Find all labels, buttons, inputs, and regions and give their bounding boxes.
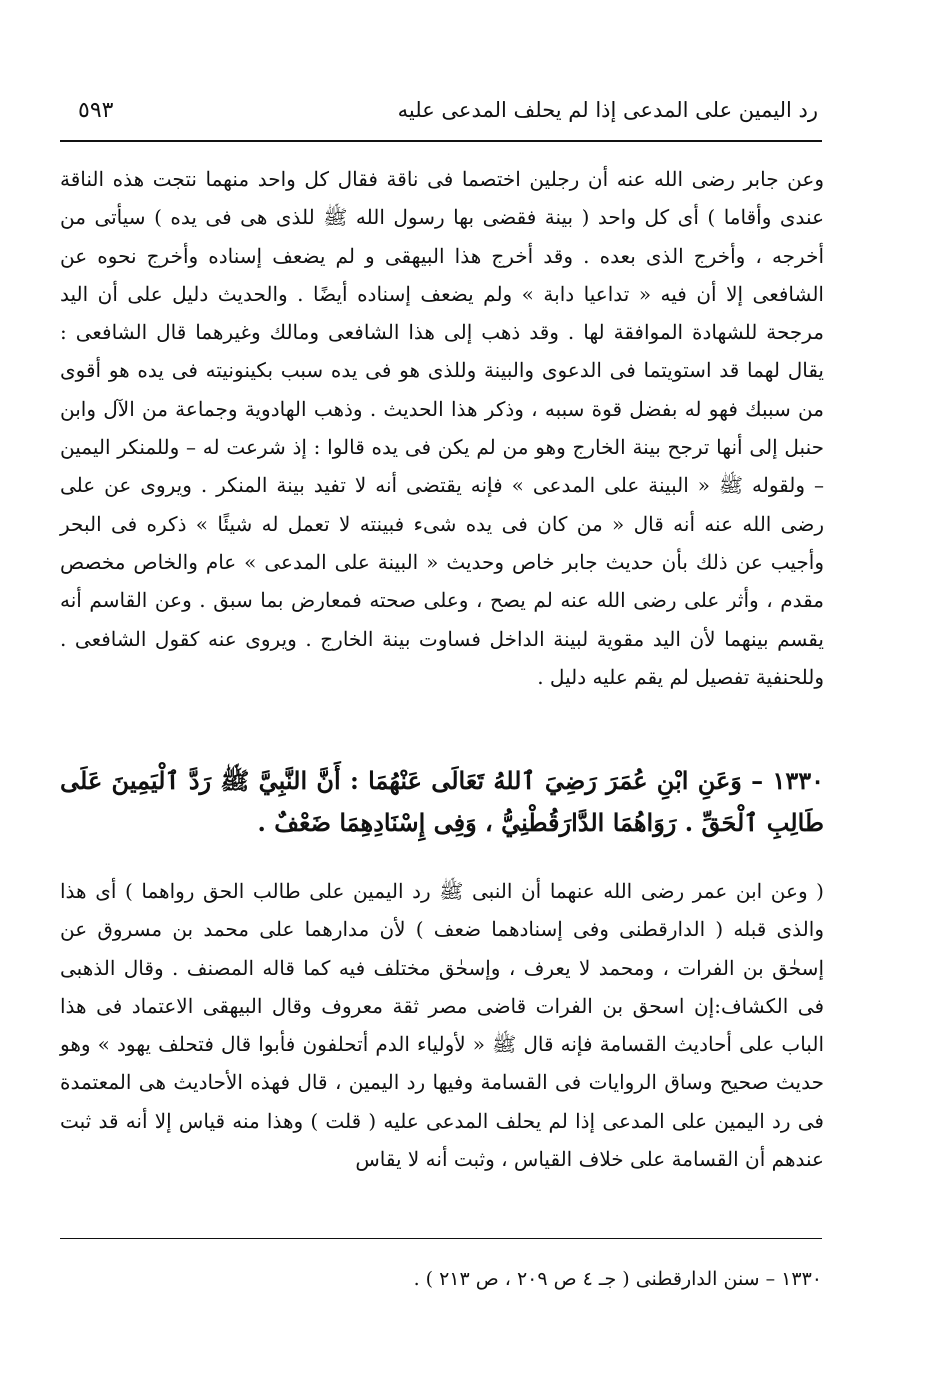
commentary-paragraph-2: ( وعن ابن عمر رضى الله عنهما أن النبى ﷺ رد اليمين على طالب الحق رواهما ) أى هذا والذى قبله ( الدارقطنى وفى إسنادهما ضعف ) لأن مدارهما على محمد بن مسروق عن إسحٰق بن الفرات ، ومحمد لا يعرف ، وإسحٰق مختلف فيه كما قاله المصنف . وقال الذهبى فى الكشاف:إن اسحق بن الفرات قاضى مصر ثقة معروف وقال البيهقى الاعتماد فى هذا الباب على أحاديث القسامة فإنه قال ﷺ « لأولياء الدم أتحلفون فأبوا قال فتحلف يهود » وهو حديث صحيح وساق الروايات فى القسامة وفيها رد اليمين ، قال فهذه الأحاديث هى المعتمدة فى رد اليمين على المدعى إذا لم يحلف المدعى عليه ( قلت ) وهذا منه قياس إلا أنه قد ثبت عندهم أن القسامة على خلاف القياس ، وثبت أنه لا يقاس [60, 879, 824, 1172]
commentary-paragraph-1: وعن جابر رضى الله عنه أن رجلين اختصما فى ناقة فقال كل واحد منهما نتجت هذه الناقة عندى وأقاما ) أى كل واحد ( بينة فقضى بها رسول الله ﷺ للذى هى فى يده ) سيأتى من أخرجه ، وأخرج الذى بعده . وقد أخرج هذا البيهقى و لم يضعف إسناده وأخرج نحوه عن الشافعى إلا أن فيه « تداعيا دابة » ولم يضعف إسناده أيضًا . والحديث دليل على أن اليد مرجحة للشهادة الموافقة لها . وقد ذهب إلى هذا الشافعى ومالك وغيرهما قال الشافعى : يقال لهما قد استويتما فى الدعوى والبينة وللذى هو فى يده سبب بكينونيته فى يده هو أقوى من سببك فهو له بفضل قوة سببه ، وذكر هذا الحديث . وذهب الهادوية وجماعة من الآل وابن حنبل إلى أنها ترجح بينة الخارج وهو من لم يكن فى يده قالوا : إذ شرعت له – وللمنكر اليمين – ولقوله ﷺ « البينة على المدعى » فإنه يقتضى أنه لا تفيد بينة المنكر . ويروى عن على رضى الله عنه أنه قال « من كان فى يده شىء فبينته لا تعمل له شيئًا » ذكره فى البحر وأجيب عن ذلك بأن حديث جابر خاص وحديث « البينة على المدعى » عام والخاص مخصص مقدم ، وأثر على رضى الله عنه لم يصح ، وعلى صحته فمعارض بما سبق . وعن القاسم أنه يقسم بينهما لأن اليد مقوية لبينة الداخل فساوت بينة الخارج . ويروى عنه كقول الشافعى . وللحنفية تفصيل لم يقم عليه دليل . [60, 167, 824, 689]
page-number: ٥٩٣ [78, 98, 114, 123]
footnote-divider [60, 1238, 822, 1239]
hadith-text: ١٣٣٠ – وَعَنِ ابْنِ عُمَرَ رَضِيَ ٱللهُ تَعَالَى عَنْهُمَا : أَنَّ النَّبِيَّ ﷺ رَدَّ ٱلْيَمِينَ عَلَى طَالِبِ ٱلْحَقِّ . رَوَاهُمَا الدَّارَقُطْنِيُّ ، وَفِى إِسْنَادِهِمَا ضَعْفٌ . [60, 766, 824, 837]
footnote: ١٣٣٠ – سنن الدارقطنى ( جـ ٤ ص ٢٠٩ ، ص ٢١٣ ) . [413, 1268, 822, 1290]
page-header [60, 94, 822, 142]
running-title: رد اليمين على المدعى إذا لم يحلف المدعى عليه [397, 98, 818, 122]
